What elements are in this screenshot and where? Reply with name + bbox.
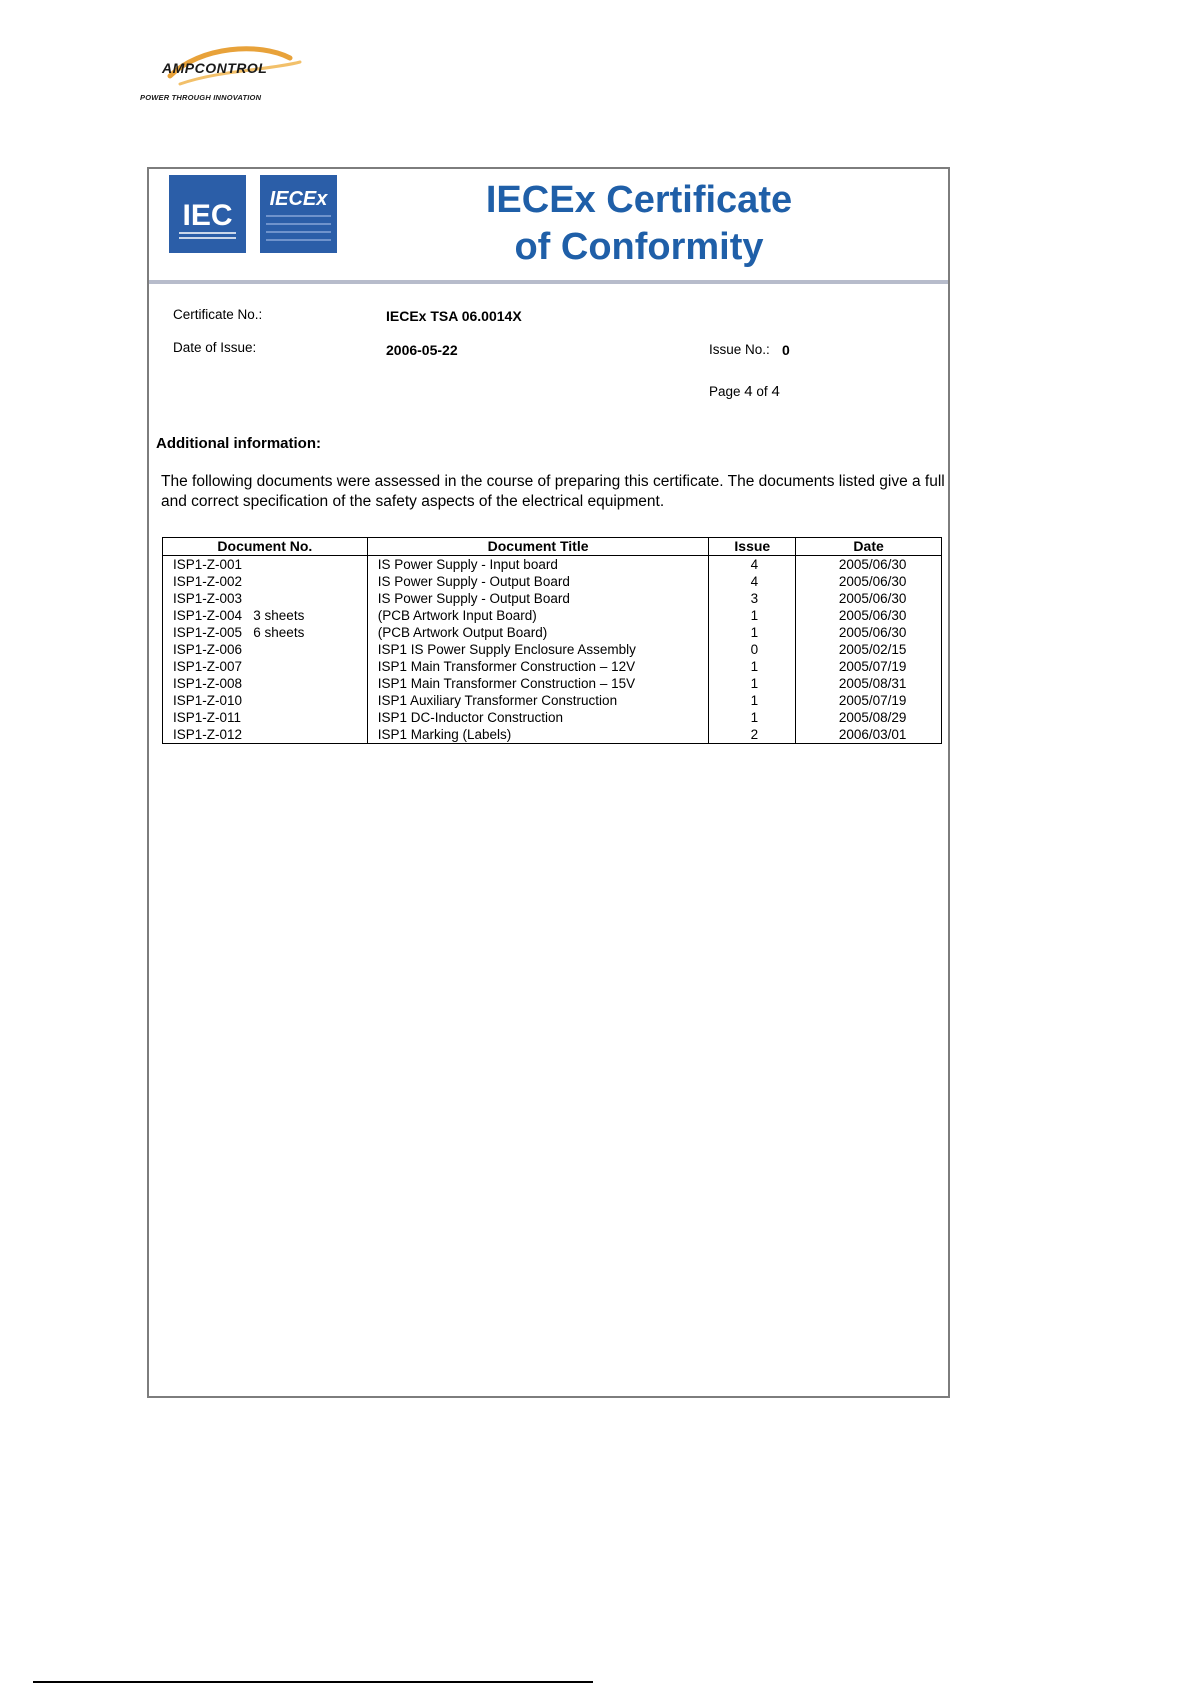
doc-no-cell: ISP1-Z-008 xyxy=(163,675,368,692)
issue-cell: 1 xyxy=(709,675,796,692)
date-cell: 2005/07/19 xyxy=(796,658,942,675)
doc-no-cell: ISP1-Z-010 xyxy=(163,692,368,709)
iecex-logo-icon xyxy=(260,175,337,253)
page-of: of xyxy=(756,384,768,399)
page-current: 4 xyxy=(744,383,753,400)
table-row xyxy=(163,573,942,590)
date-cell: 2005/06/30 xyxy=(796,607,942,624)
doc-title-cell: ISP1 DC-Inductor Construction xyxy=(367,709,709,726)
header-document-no: Document No. xyxy=(163,538,368,556)
issue-cell: 1 xyxy=(709,658,796,675)
date-cell: 2005/06/30 xyxy=(796,590,942,607)
doc-title-cell: ISP1 Main Transformer Construction – 12V xyxy=(367,658,709,675)
header-date: Date xyxy=(796,538,942,556)
doc-no-cell: ISP1-Z-003 xyxy=(163,590,368,607)
iec-logo-icon xyxy=(169,175,246,253)
doc-no-cell: ISP1-Z-007 xyxy=(163,658,368,675)
iec-logo-text: IEC xyxy=(182,199,233,232)
assessment-paragraph: The following documents were assessed in the course of preparing this certificate. The documents listed give a full and correct specification of the safety aspects of the electrical equipment. xyxy=(161,473,945,510)
doc-title-cell: ISP1 Auxiliary Transformer Construction xyxy=(367,692,709,709)
iecex-logo-text: IECEx xyxy=(269,188,328,210)
page-number xyxy=(709,383,780,400)
doc-title-cell: IS Power Supply - Output Board xyxy=(367,573,709,590)
title-line-1: IECEx Certificate xyxy=(485,179,793,221)
doc-title-cell: IS Power Supply - Input board xyxy=(367,556,709,574)
date-cell: 2005/07/19 xyxy=(796,692,942,709)
issue-cell: 1 xyxy=(709,692,796,709)
table-row xyxy=(163,556,942,574)
doc-no-cell: ISP1-Z-004 3 sheets xyxy=(163,607,368,624)
table-row xyxy=(163,692,942,709)
issue-cell: 0 xyxy=(709,641,796,658)
table-row xyxy=(163,607,942,624)
doc-no-cell: ISP1-Z-006 xyxy=(163,641,368,658)
date-cell: 2005/06/30 xyxy=(796,573,942,590)
issue-cell: 4 xyxy=(709,573,796,590)
issue-cell: 2 xyxy=(709,726,796,744)
title-line-2: of Conformity xyxy=(514,226,764,268)
doc-no-cell: ISP1-Z-005 6 sheets xyxy=(163,624,368,641)
page-label: Page xyxy=(709,384,741,399)
date-cell: 2005/06/30 xyxy=(796,624,942,641)
doc-no-cell: ISP1-Z-001 xyxy=(163,556,368,574)
issue-no-label: Issue No.: xyxy=(709,342,770,357)
date-cell: 2005/08/31 xyxy=(796,675,942,692)
certificate-no-value: IECEx TSA 06.0014X xyxy=(386,308,522,324)
certificate-page xyxy=(147,167,950,1398)
additional-information-heading: Additional information: xyxy=(156,435,321,452)
doc-no-cell: ISP1-Z-012 xyxy=(163,726,368,744)
issue-cell: 3 xyxy=(709,590,796,607)
doc-title-cell: (PCB Artwork Output Board) xyxy=(367,624,709,641)
issue-cell: 4 xyxy=(709,556,796,574)
header-document-title: Document Title xyxy=(367,538,709,556)
header-issue: Issue xyxy=(709,538,796,556)
date-cell: 2006/03/01 xyxy=(796,726,942,744)
doc-title-cell: ISP1 IS Power Supply Enclosure Assembly xyxy=(367,641,709,658)
table-header-row xyxy=(163,538,942,556)
table-row xyxy=(163,624,942,641)
date-cell: 2005/02/15 xyxy=(796,641,942,658)
table-row xyxy=(163,590,942,607)
certificate-title xyxy=(449,177,829,271)
doc-title-cell: (PCB Artwork Input Board) xyxy=(367,607,709,624)
page-total: 4 xyxy=(771,383,780,400)
issue-cell: 1 xyxy=(709,709,796,726)
table-row xyxy=(163,726,942,744)
issue-no-value: 0 xyxy=(782,342,790,358)
footer-rule xyxy=(33,1681,593,1683)
date-of-issue-label: Date of Issue: xyxy=(173,340,257,355)
issue-cell: 1 xyxy=(709,624,796,641)
brand-tagline: POWER THROUGH INNOVATION xyxy=(140,93,262,102)
doc-title-cell: ISP1 Main Transformer Construction – 15V xyxy=(367,675,709,692)
date-cell: 2005/08/29 xyxy=(796,709,942,726)
table-row xyxy=(163,709,942,726)
certificate-no-label: Certificate No.: xyxy=(173,307,263,322)
doc-no-cell: ISP1-Z-011 xyxy=(163,709,368,726)
brand-name: AMPCONTROL xyxy=(162,60,268,76)
issue-cell: 1 xyxy=(709,607,796,624)
doc-title-cell: ISP1 Marking (Labels) xyxy=(367,726,709,744)
ampcontrol-logo xyxy=(140,40,320,108)
table-row xyxy=(163,658,942,675)
doc-no-cell: ISP1-Z-002 xyxy=(163,573,368,590)
date-cell: 2005/06/30 xyxy=(796,556,942,574)
table-row xyxy=(163,641,942,658)
documents-table xyxy=(162,537,942,744)
doc-title-cell: IS Power Supply - Output Board xyxy=(367,590,709,607)
header-divider xyxy=(149,280,948,284)
date-of-issue-value: 2006-05-22 xyxy=(386,342,458,358)
table-row xyxy=(163,675,942,692)
